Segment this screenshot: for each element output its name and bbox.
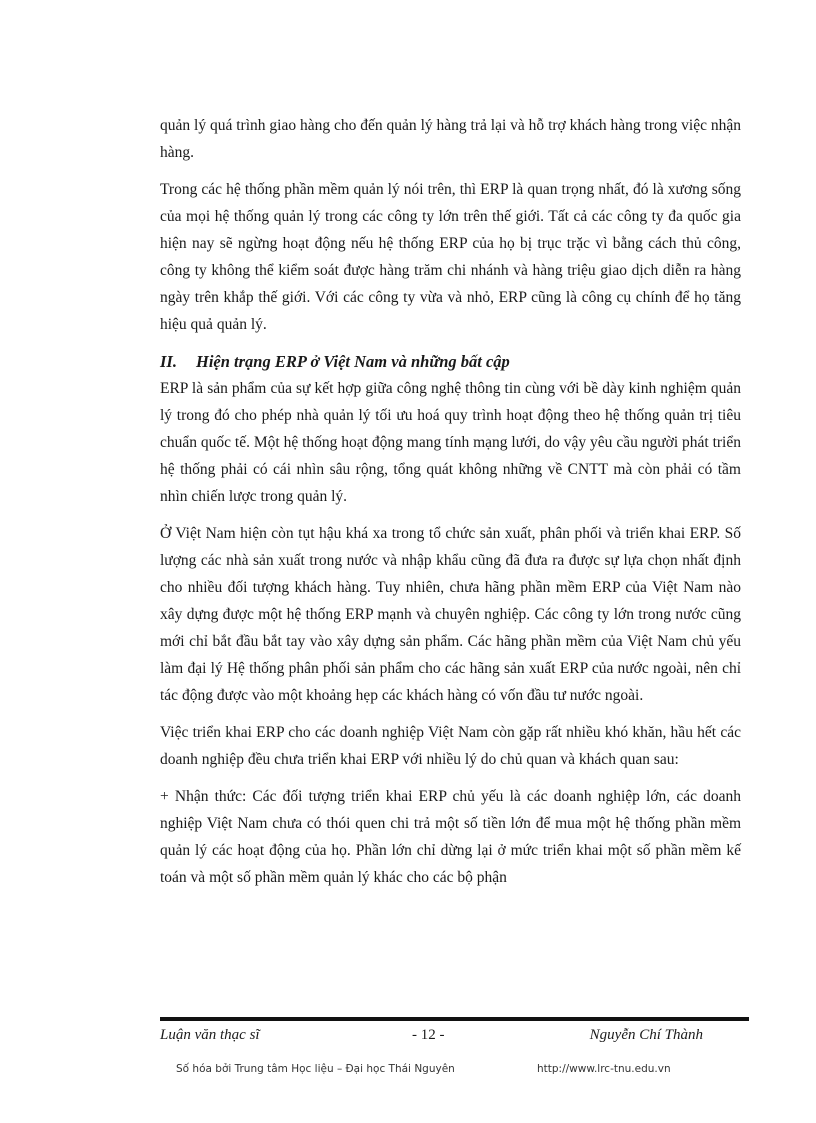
- section-title: Hiện trạng ERP ở Việt Nam và những bất cập: [196, 352, 510, 371]
- page-number: - 12 -: [412, 1027, 445, 1043]
- paragraph-1: quản lý quá trình giao hàng cho đến quản lý hàng trả lại và hỗ trợ khách hàng trong việc nhận hàng.: [160, 117, 741, 161]
- paragraph-4: Ở Việt Nam hiện còn tụt hậu khá xa trong tổ chức sản xuất, phân phối và triển khai ERP. Số lượng các nhà sản xuất trong nước và nhập khẩu cũng đã đưa ra được sự lựa chọn nhất định cho nhiều đối tượng khách hàng. Tuy nhiên, chưa hãng phần mềm ERP của Việt Nam nào xây dựng được một hệ thống ERP mạnh và chuyên nghiệp. Các công ty lớn trong nước cũng mới chỉ bắt đầu bắt tay vào xây dựng sản phẩm. Các hãng phần mềm của Việt Nam chủ yếu làm đại lý Hệ thống phân phối sản phẩm cho các hãng sản xuất ERP của nước ngoài, nên chỉ tác động được vào một khoảng hẹp các khách hàng có vốn đầu tư nước ngoài.: [160, 525, 741, 704]
- paragraph-6: + Nhận thức: Các đối tượng triển khai ERP chủ yếu là các doanh nghiệp lớn, các doanh nghiệp Việt Nam chưa có thói quen chi trả một số tiền lớn để mua một hệ thống phần mềm quản lý các hoạt động của họ. Phần lớn chỉ dừng lại ở mức triển khai một số phần mềm kế toán và một số phần mềm quản lý khác cho các bộ phận: [160, 788, 741, 886]
- paragraph-2: Trong các hệ thống phần mềm quản lý nói trên, thì ERP là quan trọng nhất, đó là xương sống của mọi hệ thống quản lý trong các công ty lớn trên thế giới. Tất cả các công ty đa quốc gia hiện nay sẽ ngừng hoạt động nếu hệ thống ERP của họ bị trục trặc vì bằng cách thủ công, công ty không thể kiểm soát được hàng trăm chi nhánh và hàng triệu giao dịch diễn ra hàng ngày trên khắp thế giới. Với các công ty vừa và nhỏ, ERP cũng là công cụ chính để họ tăng hiệu quả quản lý.: [160, 181, 741, 333]
- digitization-credit: Số hóa bởi Trung tâm Học liệu – Đại học Thái Nguyên: [176, 1063, 455, 1075]
- page-footer: [160, 1017, 749, 1053]
- document-body: [160, 112, 741, 901]
- paragraph-3: ERP là sản phẩm của sự kết hợp giữa công nghệ thông tin cùng với bề dày kinh nghiệm quản lý trong đó cho phép nhà quản lý tối ưu hoá quy trình hoạt động theo hệ thống quản trị tiêu chuẩn quốc tế. Một hệ thống hoạt động mang tính mạng lưới, do vậy yêu cầu người phát triển hệ thống phải có cái nhìn sâu rộng, tổng quát không những về CNTT mà còn phải có tầm nhìn chiến lược trong quản lý.: [160, 380, 741, 505]
- footer-thesis-label: Luận văn thạc sĩ: [160, 1027, 260, 1043]
- footer-author: Nguyễn Chí Thành: [589, 1027, 703, 1043]
- section-number: II.: [160, 352, 177, 371]
- section-heading: [160, 348, 741, 375]
- paragraph-5: Việc triển khai ERP cho các doanh nghiệp Việt Nam còn gặp rất nhiều khó khăn, hầu hết các doanh nghiệp đều chưa triển khai ERP với nhiều lý do chủ quan và khách quan sau:: [160, 724, 741, 768]
- source-url: http://www.lrc-tnu.edu.vn: [537, 1063, 671, 1075]
